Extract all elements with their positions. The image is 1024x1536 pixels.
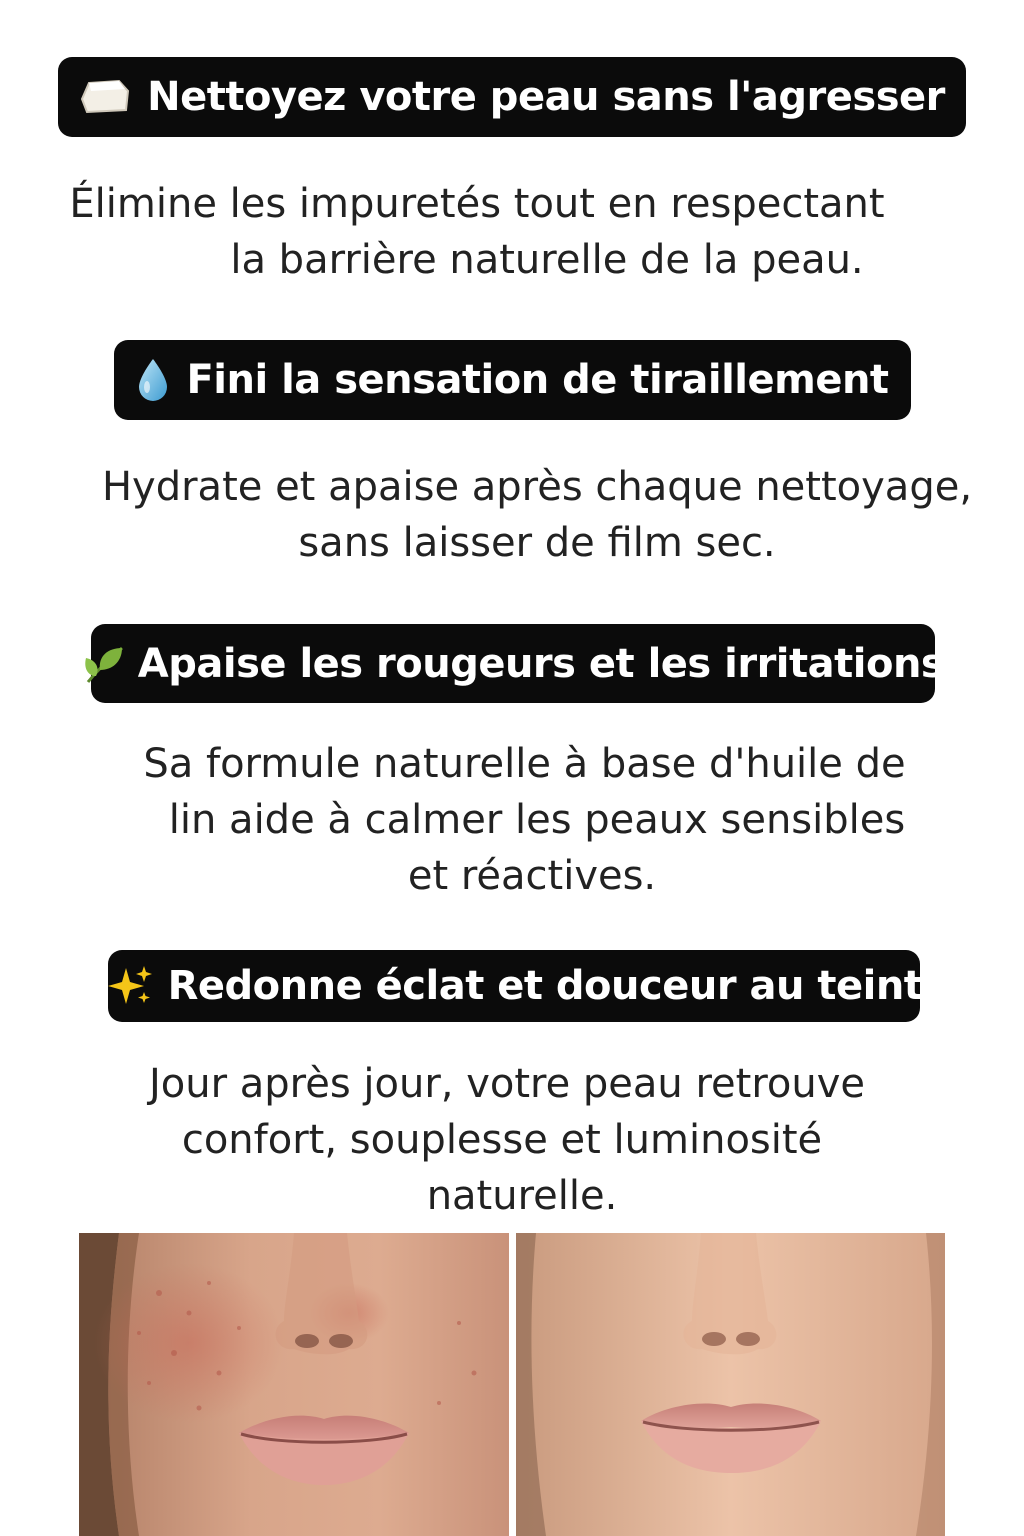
heading-radiance: [108, 950, 923, 1022]
description-line: Élimine les impuretés tout en respectant: [69, 181, 885, 227]
description-cleanse: [0, 176, 1024, 288]
water-drop-icon: [136, 357, 170, 403]
description-line: confort, souplesse et luminosité: [181, 1117, 823, 1163]
heading-cleanse: [58, 57, 966, 137]
description-line: sans laisser de film sec.: [298, 520, 776, 566]
description-line: lin aide à calmer les peaux sensibles: [168, 797, 906, 843]
heading-hydration: [114, 340, 911, 420]
heading-soothe: [91, 624, 945, 703]
sparkles-icon: [106, 964, 154, 1008]
before-skin-photo: [79, 1233, 509, 1536]
description-line: Sa formule naturelle à base d'huile de: [143, 741, 906, 787]
description-soothe: [0, 736, 1024, 904]
heading-soothe-text: Apaise les rougeurs et les irritations: [137, 640, 945, 687]
soap-bar-icon: [79, 77, 131, 117]
heading-cleanse-text: Nettoyez votre peau sans l'agresser: [147, 74, 945, 120]
description-line: la barrière naturelle de la peau.: [230, 237, 864, 283]
heading-radiance-text: Redonne éclat et douceur au teint: [167, 963, 923, 1009]
description-radiance: [0, 1056, 1024, 1224]
heading-hydration-text: Fini la sensation de tiraillement: [186, 357, 889, 403]
description-hydration: [0, 459, 1024, 571]
description-line: et réactives.: [407, 853, 657, 899]
description-line: naturelle.: [426, 1173, 618, 1219]
leaf-icon: [82, 642, 128, 686]
after-skin-photo: [516, 1233, 945, 1536]
description-line: Hydrate et apaise après chaque nettoyage,: [101, 464, 973, 510]
description-line: Jour après jour, votre peau retrouve: [148, 1061, 866, 1107]
